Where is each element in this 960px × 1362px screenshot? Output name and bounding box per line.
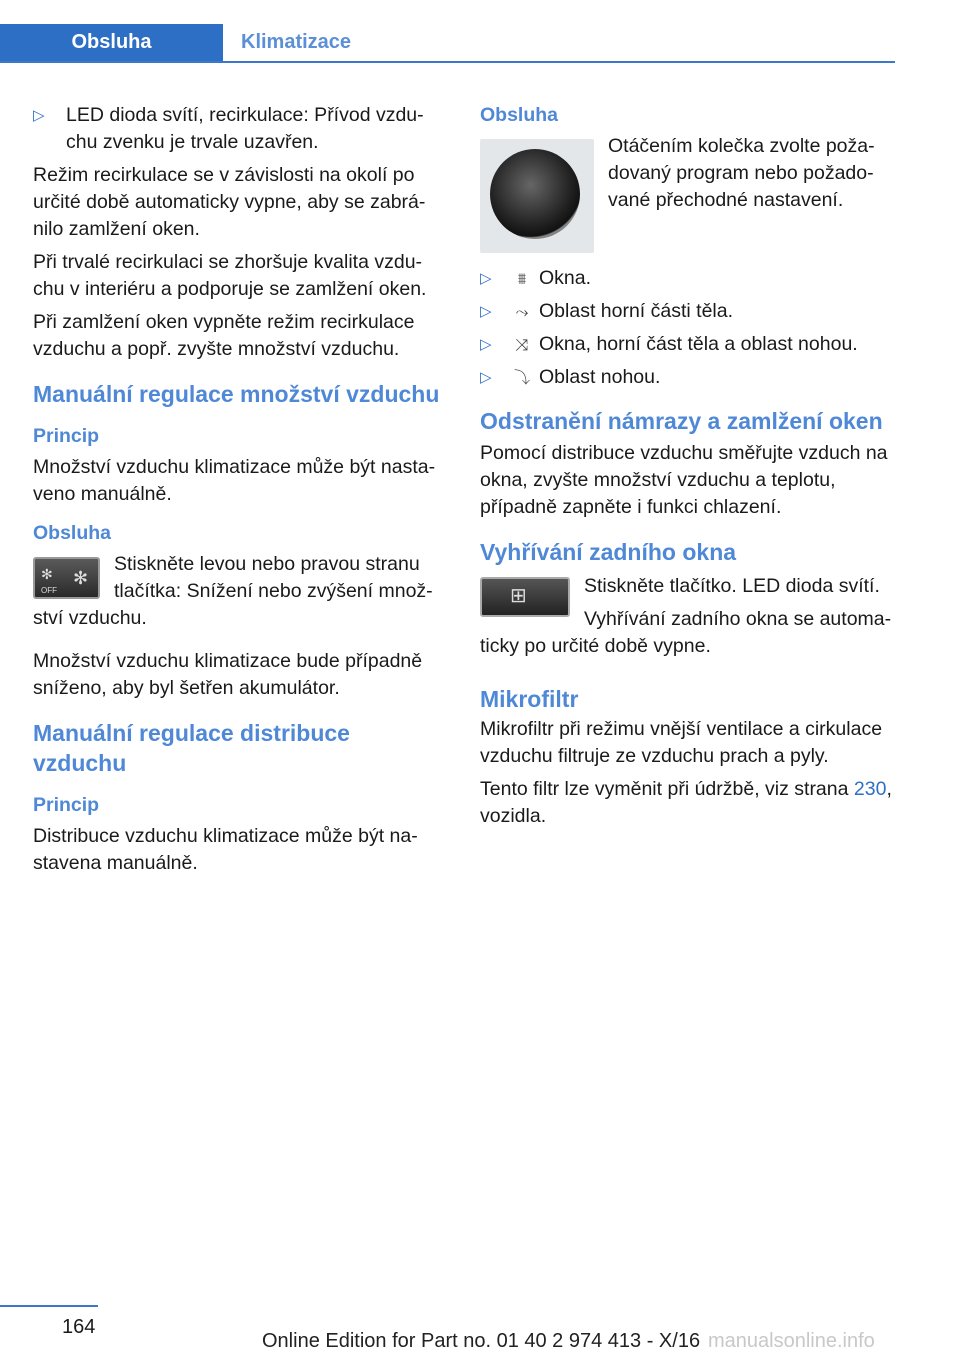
paragraph: Stiskněte tlačítko. LED dioda svítí. (584, 575, 880, 597)
page-number: 164 (62, 1316, 96, 1338)
feet-airflow-icon: ⤵ (513, 370, 530, 387)
fan-large-icon: ✻ (73, 568, 89, 588)
knob-row (480, 133, 895, 255)
paragraph: Vyhřívání zadního okna se automa-ticky po určité době vypne. (480, 608, 892, 657)
knob-icon (490, 149, 580, 239)
triangle-bullet-icon: ▷ (480, 270, 492, 287)
paragraph: Otáčením kolečka zvolte poža-dovaný program nebo požado-vané přechodné nastavení. (608, 135, 875, 211)
upper-body-airflow-icon: ⤳ (515, 304, 529, 321)
paragraph: Množství vzduchu klimatizace může být nasta-veno manuálně. (33, 456, 436, 505)
triangle-bullet-icon: ▷ (33, 107, 45, 124)
paragraph: Tento filtr lze vyměnit při údržbě, viz strana 230, vozidla. (480, 778, 892, 827)
heading-princip: Princip (33, 794, 100, 816)
heading-obsluha: Obsluha (33, 522, 112, 544)
heading-rear-window: Vyhřívání zadního okna (480, 539, 737, 565)
watermark: manualsonline.info (708, 1330, 875, 1352)
heading-princip: Princip (33, 425, 100, 447)
paragraph: Distribuce vzduchu klimatizace může být na-stavena manuálně. (33, 825, 418, 874)
left-column (33, 102, 443, 883)
heading-microfilter: Mikrofiltr (480, 686, 579, 712)
list-item: ▷ ⤨ Okna, horní část těla a oblast nohou. (480, 331, 895, 359)
paragraph: Při zamlžení oken vypněte režim recirkulace vzduchu a popř. zvyšte množství vzduchu. (33, 311, 415, 360)
paragraph: Při trvalé recirkulaci se zhoršuje kvalita vzdu-chu v interiéru a podporuje se zamlžení oken. (33, 251, 427, 300)
paragraph: Stiskněte levou nebo pravou stranu tlačítka: Snížení nebo zvýšení množ-ství vzduchu. (33, 553, 433, 629)
heading-defrost: Odstranění námrazy a zamlžení oken (480, 408, 883, 434)
fan-button-image: ✻ OFF ✻ (33, 557, 100, 599)
page-link[interactable]: 230 (853, 778, 887, 800)
header-tabbar (0, 24, 895, 63)
tab-obsluha[interactable]: Obsluha (0, 24, 223, 61)
triangle-bullet-icon: ▷ (480, 336, 492, 353)
list-item: ▷ LED dioda svítí, recirkulace: Přívod vzdu-chu zvenku je trvale uzavřen. (33, 104, 424, 153)
heading-obsluha: Obsluha (480, 104, 559, 126)
tab-klimatizace[interactable]: Klimatizace (241, 31, 352, 53)
heading-air-distribution: Manuální regulace distribuce vzduchu (33, 720, 350, 776)
air-distribution-knob-image (480, 139, 594, 253)
rear-defrost-row (480, 573, 895, 666)
fan-button-row (33, 551, 443, 638)
footer-line (0, 1305, 98, 1307)
edition-text: Online Edition for Part no. 01 40 2 974 413 - X/16 (262, 1330, 701, 1352)
window-body-feet-airflow-icon: ⤨ (515, 337, 529, 354)
heading-air-quantity: Manuální regulace množství vzduchu (33, 381, 440, 407)
list-item: ▷ ⤳ Oblast horní části těla. (480, 298, 895, 326)
paragraph: Množství vzduchu klimatizace bude případně sníženo, aby byl šetřen akumulátor. (33, 650, 423, 699)
windshield-icon: ⩩ (517, 271, 527, 288)
rear-window-heating-button-image (480, 577, 570, 617)
list-item: ▷ ⩩ Okna. (480, 265, 895, 293)
paragraph: Pomocí distribuce vzduchu směřujte vzduch na okna, zvyšte množství vzduchu a teplotu, případně zapněte i funkci chlazení. (480, 442, 888, 518)
paragraph: Mikrofiltr při režimu vnější ventilace a cirkulace vzduchu filtruje ze vzduchu prach a pyly. (480, 718, 883, 767)
paragraph: Režim recirkulace se v závislosti na okolí po určité době automaticky vypne, aby se zabrá-nilo zamlžení oken. (33, 164, 426, 240)
fan-small-icon: ✻ (41, 566, 53, 582)
triangle-bullet-icon: ▷ (480, 369, 492, 386)
rear-defrost-icon: ⊞ (510, 585, 527, 607)
triangle-bullet-icon: ▷ (480, 303, 492, 320)
right-column (480, 102, 895, 836)
list-item: ▷ ⤵ Oblast nohou. (480, 364, 895, 392)
